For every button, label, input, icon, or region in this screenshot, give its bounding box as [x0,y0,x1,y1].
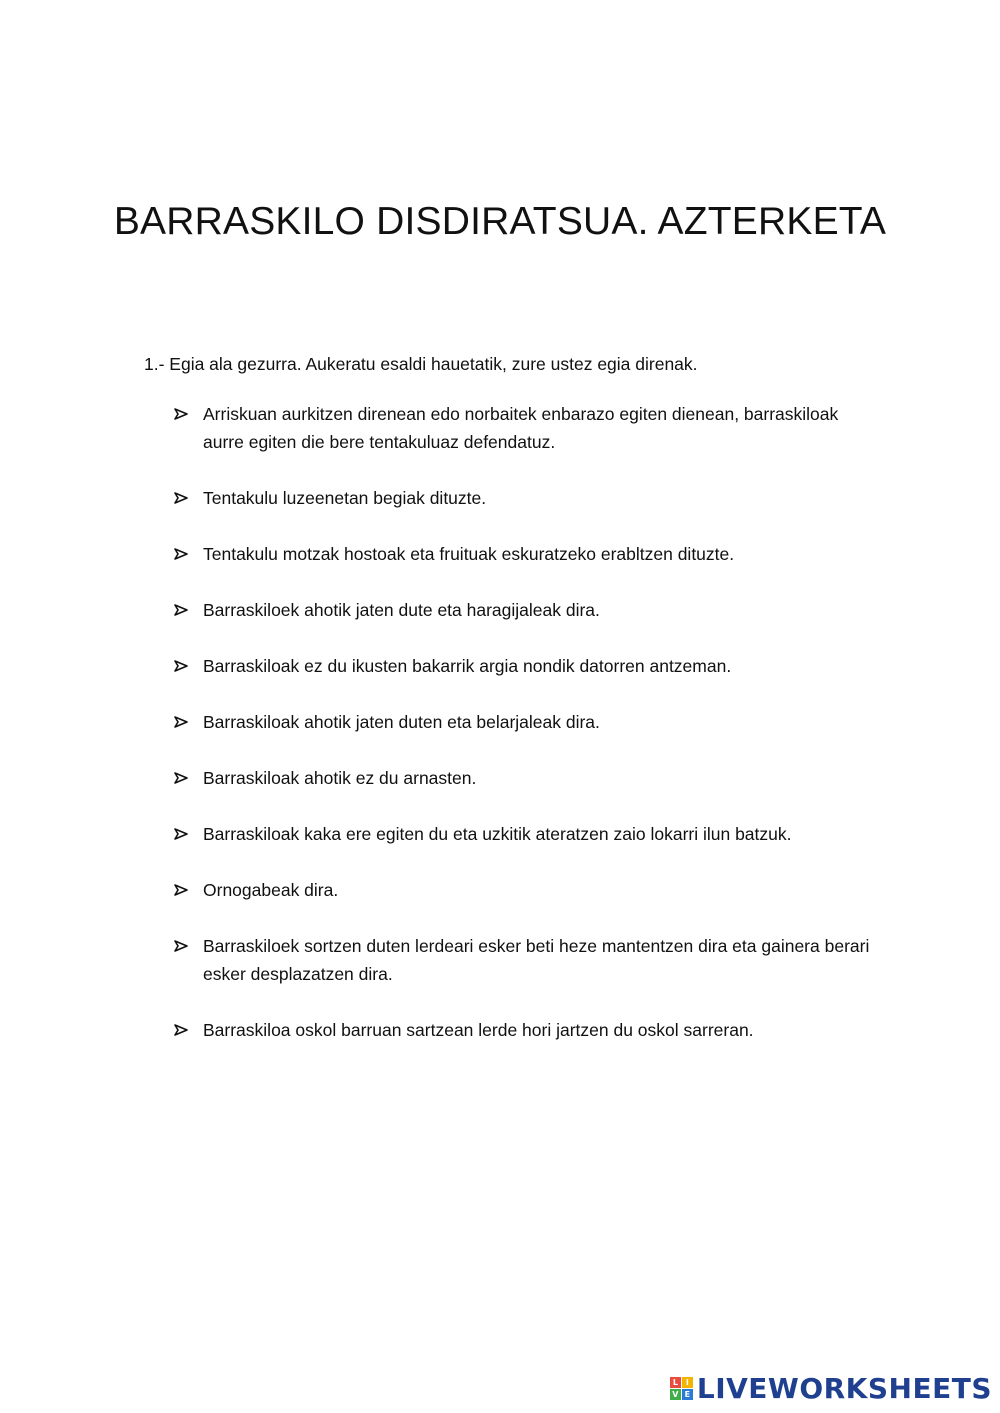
arrow-bullet-icon [174,596,203,624]
statement-text: Barraskiloak ahotik ez du arnasten. [203,768,477,788]
liveworksheets-logo[interactable] [670,1372,992,1405]
arrow-bullet-icon [174,540,203,568]
arrow-bullet-icon [174,764,203,792]
arrow-bullet-icon [174,652,203,680]
arrow-bullet-icon [174,484,203,512]
statement-item[interactable] [174,400,874,456]
statement-text: Barraskiloek sortzen duten lerdeari esker beti heze mantentzen dira eta gainera berari esker desplazatzen dira. [203,936,870,984]
logo-mark-letter: L [670,1377,681,1388]
statement-item[interactable] [174,596,874,624]
statement-text: Ornogabeak dira. [203,880,339,900]
arrow-bullet-icon [174,708,203,736]
statement-text: Barraskiloak kaka ere egiten du eta uzkitik ateratzen zaio lokarri ilun batzuk. [203,824,792,844]
arrow-bullet-icon [174,932,203,960]
statement-item[interactable] [174,652,874,680]
arrow-bullet-icon [174,820,203,848]
statement-text: Arriskuan aurkitzen direnean edo norbaitek enbarazo egiten dienean, barraskiloak aurre egiten die bere tentakuluaz defendatuz. [203,404,839,452]
liveworksheets-mark-icon [670,1377,693,1400]
statement-item[interactable] [174,484,874,512]
statement-list [174,400,874,1072]
statement-item[interactable] [174,932,874,988]
statement-text: Barraskiloek ahotik jaten dute eta haragijaleak dira. [203,600,600,620]
statement-item[interactable] [174,764,874,792]
statement-text: Tentakulu luzeenetan begiak dituzte. [203,488,487,508]
logo-mark-letter: V [670,1389,681,1400]
statement-item[interactable] [174,1016,874,1044]
arrow-bullet-icon [174,876,203,904]
statement-text: Tentakulu motzak hostoak eta fruituak eskuratzeko erabltzen dituzte. [203,544,735,564]
arrow-bullet-icon [174,400,203,428]
question-prompt: 1.- Egia ala gezurra. Aukeratu esaldi hauetatik, zure ustez egia direnak. [144,354,698,374]
logo-brand-text: LIVEWORKSHEETS [696,1372,992,1405]
statement-item[interactable] [174,876,874,904]
statement-text: Barraskiloa oskol barruan sartzean lerde hori jartzen du oskol sarreran. [203,1020,754,1040]
page-title: BARRASKILO DISDIRATSUA. AZTERKETA [113,200,887,243]
statement-text: Barraskiloak ez du ikusten bakarrik argia nondik datorren antzeman. [203,656,732,676]
arrow-bullet-icon [174,1016,203,1044]
logo-mark-letter: E [682,1389,693,1400]
statement-item[interactable] [174,708,874,736]
statement-text: Barraskiloak ahotik jaten duten eta belarjaleak dira. [203,712,600,732]
statement-item[interactable] [174,540,874,568]
logo-mark-letter: I [682,1377,693,1388]
statement-item[interactable] [174,820,874,848]
